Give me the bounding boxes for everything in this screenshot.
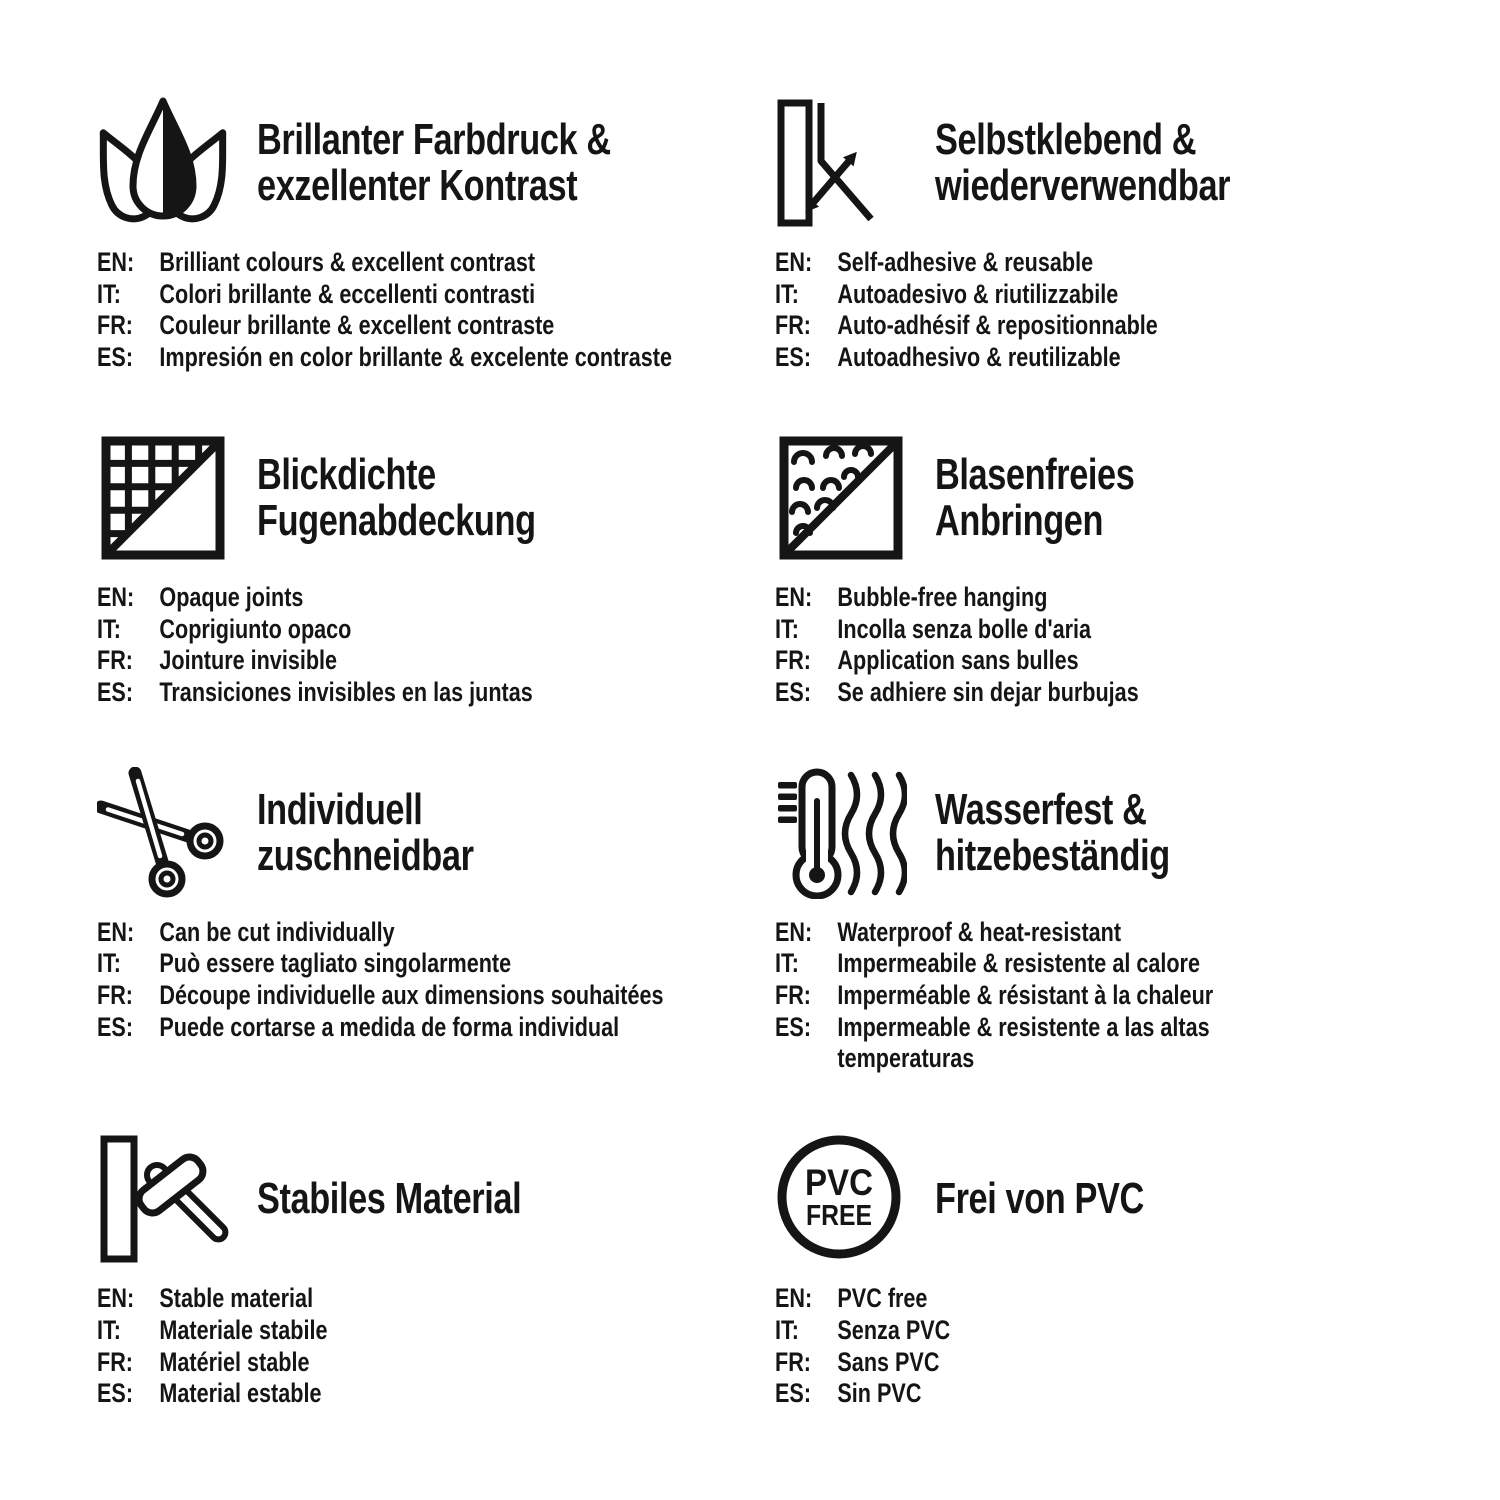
translation-row bbox=[97, 582, 639, 614]
translation-row bbox=[97, 980, 664, 1012]
translation-row bbox=[775, 980, 1327, 1012]
translation-text: Può essere tagliato singolarmente bbox=[159, 948, 512, 979]
title-line: Fugenabdeckung bbox=[257, 495, 536, 545]
feature-title bbox=[935, 449, 1135, 545]
lang-label: IT: bbox=[97, 1314, 121, 1345]
feature-title bbox=[257, 449, 536, 545]
color-drops-icon bbox=[97, 97, 229, 229]
translation-row-continued bbox=[775, 1043, 1327, 1075]
translation-list bbox=[97, 582, 775, 709]
translation-row bbox=[775, 1347, 1327, 1379]
translation-text: Sin PVC bbox=[837, 1378, 922, 1409]
title-line: Wasserfest & bbox=[935, 784, 1147, 834]
translation-row bbox=[775, 310, 1327, 342]
lang-label: ES: bbox=[97, 676, 134, 707]
lang-label: FR: bbox=[97, 645, 133, 676]
translation-text: Stable material bbox=[159, 1283, 314, 1314]
feature-header bbox=[97, 97, 775, 229]
translation-text: Opaque joints bbox=[159, 581, 304, 612]
translation-row bbox=[775, 1315, 1327, 1347]
feature-header bbox=[97, 767, 775, 899]
translation-row bbox=[97, 1315, 639, 1347]
pvc-free-icon bbox=[775, 1133, 907, 1265]
translation-text: Colori brillante & eccellenti contrasti bbox=[159, 278, 536, 309]
lang-label: EN: bbox=[97, 581, 135, 612]
features-grid bbox=[97, 97, 1470, 1410]
translation-row bbox=[775, 645, 1327, 677]
translation-text: Autoadesivo & riutilizzabile bbox=[837, 278, 1119, 309]
lang-label: EN: bbox=[97, 247, 135, 277]
translation-row bbox=[775, 917, 1327, 949]
translation-text: Impermeabile & resistente al calore bbox=[837, 948, 1200, 979]
lang-label: EN: bbox=[775, 916, 813, 947]
translation-text: Sans PVC bbox=[837, 1346, 940, 1377]
lang-label: FR: bbox=[775, 310, 811, 341]
title-line: Individuell bbox=[257, 784, 423, 834]
translation-row bbox=[775, 677, 1327, 709]
translation-text: Waterproof & heat-resistant bbox=[837, 916, 1122, 947]
translation-text: temperaturas bbox=[837, 1043, 975, 1074]
title-line: hitzebeständig bbox=[935, 830, 1170, 880]
translation-row bbox=[775, 1378, 1327, 1410]
pvc-icon-text: PVC bbox=[805, 1162, 873, 1204]
translation-row bbox=[97, 279, 639, 311]
lang-label: ES: bbox=[775, 676, 812, 707]
translation-text: Puede cortarse a medida de forma individual bbox=[159, 1011, 620, 1042]
translation-row bbox=[97, 917, 639, 949]
feature-waterproof-heat bbox=[775, 767, 1465, 1076]
translation-row bbox=[97, 1378, 639, 1410]
feature-header bbox=[775, 767, 1465, 899]
lang-label: FR: bbox=[775, 1346, 811, 1377]
title-line: Blasenfreies bbox=[935, 449, 1135, 499]
translation-text: Se adhiere sin dejar burbujas bbox=[837, 676, 1139, 707]
title-line: zuschneidbar bbox=[257, 830, 474, 880]
title-line: wiederverwendbar bbox=[935, 161, 1231, 210]
feature-title bbox=[257, 784, 474, 880]
translation-row bbox=[97, 342, 672, 374]
translation-text: Self-adhesive & reusable bbox=[837, 247, 1094, 277]
translation-row bbox=[775, 342, 1327, 374]
opaque-joints-icon bbox=[97, 432, 229, 564]
translation-list bbox=[775, 247, 1465, 374]
lang-label: IT: bbox=[97, 613, 121, 644]
translation-row bbox=[97, 310, 639, 342]
title-line: exzellenter Kontrast bbox=[257, 161, 578, 210]
translation-list bbox=[97, 1283, 775, 1410]
title-line: Stabiles Material bbox=[257, 1174, 522, 1224]
lang-label: IT: bbox=[775, 278, 799, 309]
feature-pvc-free bbox=[775, 1133, 1465, 1410]
translation-text: Bubble-free hanging bbox=[837, 581, 1048, 612]
feature-header bbox=[97, 1133, 775, 1265]
translation-text: PVC free bbox=[837, 1283, 928, 1314]
translation-text: Can be cut individually bbox=[159, 916, 395, 947]
translation-list bbox=[775, 1283, 1465, 1410]
translation-text: Incolla senza bolle d'aria bbox=[837, 613, 1092, 644]
feature-header bbox=[775, 432, 1465, 564]
feature-opaque-joints bbox=[97, 432, 775, 709]
lang-label: EN: bbox=[97, 916, 135, 947]
translation-list bbox=[775, 917, 1465, 1076]
feature-title bbox=[935, 1176, 1144, 1222]
title-line: Anbringen bbox=[935, 495, 1104, 545]
lang-label: FR: bbox=[97, 310, 133, 341]
translation-row bbox=[775, 247, 1327, 279]
lang-label: ES: bbox=[97, 1011, 134, 1042]
translation-row bbox=[97, 1283, 639, 1315]
translation-text: Impresión en color brillante & excelente contraste bbox=[159, 342, 672, 373]
translation-row bbox=[97, 948, 639, 980]
feature-title bbox=[257, 1176, 521, 1222]
lang-label: ES: bbox=[775, 342, 812, 373]
translation-text: Material estable bbox=[159, 1378, 322, 1409]
feature-header bbox=[775, 97, 1465, 229]
lang-label bbox=[775, 1043, 837, 1075]
translation-text: Senza PVC bbox=[837, 1314, 951, 1345]
translation-row bbox=[97, 1347, 639, 1379]
lang-label: ES: bbox=[775, 1011, 812, 1042]
translation-row bbox=[775, 279, 1327, 311]
translation-text: Auto-adhésif & repositionnable bbox=[837, 310, 1158, 341]
translation-list bbox=[97, 247, 775, 374]
translation-text: Coprigiunto opaco bbox=[159, 613, 352, 644]
lang-label: IT: bbox=[775, 1314, 799, 1345]
translation-text: Materiale stabile bbox=[159, 1314, 328, 1345]
lang-label: IT: bbox=[97, 948, 121, 979]
translation-text: Brilliant colours & excellent contrast bbox=[159, 247, 536, 277]
translation-row bbox=[775, 582, 1327, 614]
translation-list bbox=[775, 582, 1465, 709]
translation-text: Matériel stable bbox=[159, 1346, 310, 1377]
translation-row bbox=[97, 247, 639, 279]
bubble-free-icon bbox=[775, 432, 907, 564]
lang-label: ES: bbox=[775, 1378, 812, 1409]
translation-text: Imperméable & résistant à la chaleur bbox=[837, 980, 1214, 1011]
translation-row bbox=[97, 1012, 639, 1044]
translation-row bbox=[775, 614, 1327, 646]
lang-label: FR: bbox=[97, 1346, 133, 1377]
title-line: Selbstklebend & bbox=[935, 115, 1197, 164]
feature-bubble-free bbox=[775, 432, 1465, 709]
feature-title bbox=[257, 117, 611, 209]
feature-stable-material bbox=[97, 1133, 775, 1410]
lang-label: ES: bbox=[97, 342, 134, 373]
lang-label: FR: bbox=[775, 980, 811, 1011]
pvc-icon-text: FREE bbox=[806, 1200, 872, 1233]
feature-brilliant-colours bbox=[97, 97, 775, 374]
translation-text: Application sans bulles bbox=[837, 645, 1079, 676]
translation-row bbox=[775, 948, 1327, 980]
lang-label: IT: bbox=[775, 948, 799, 979]
translation-row bbox=[97, 645, 639, 677]
feature-self-adhesive bbox=[775, 97, 1465, 374]
lang-label: EN: bbox=[775, 1283, 813, 1314]
lang-label: ES: bbox=[97, 1378, 134, 1409]
waterproof-heat-icon bbox=[775, 767, 907, 899]
lang-label: EN: bbox=[97, 1283, 135, 1314]
feature-cut-individually bbox=[97, 767, 775, 1076]
scissors-icon bbox=[97, 767, 229, 899]
translation-text: Découpe individuelle aux dimensions souhaitées bbox=[159, 980, 664, 1011]
title-line: Brillanter Farbdruck & bbox=[257, 115, 611, 164]
lang-label: EN: bbox=[775, 247, 813, 277]
feature-title bbox=[935, 784, 1170, 880]
title-line: Blickdichte bbox=[257, 449, 436, 499]
translation-text: Impermeable & resistente a las altas bbox=[837, 1011, 1210, 1042]
translation-text: Autoadhesivo & reutilizable bbox=[837, 342, 1121, 373]
translation-text: Jointure invisible bbox=[159, 645, 338, 676]
lang-label: FR: bbox=[97, 980, 133, 1011]
translation-list bbox=[97, 917, 775, 1044]
translation-row bbox=[97, 677, 639, 709]
lang-label: EN: bbox=[775, 581, 813, 612]
lang-label: FR: bbox=[775, 645, 811, 676]
lang-label: IT: bbox=[97, 278, 121, 309]
translation-text: Couleur brillante & excellent contraste bbox=[159, 310, 555, 341]
translation-row bbox=[775, 1283, 1327, 1315]
feature-header bbox=[97, 432, 775, 564]
feature-title bbox=[935, 117, 1230, 209]
translation-text: Transiciones invisibles en las juntas bbox=[159, 676, 533, 707]
translation-row bbox=[775, 1012, 1327, 1044]
feature-header bbox=[775, 1133, 1465, 1265]
stable-material-icon bbox=[97, 1133, 229, 1265]
lang-label: IT: bbox=[775, 613, 799, 644]
title-line: Frei von PVC bbox=[935, 1174, 1144, 1224]
translation-row bbox=[97, 614, 639, 646]
self-adhesive-icon bbox=[775, 97, 907, 229]
